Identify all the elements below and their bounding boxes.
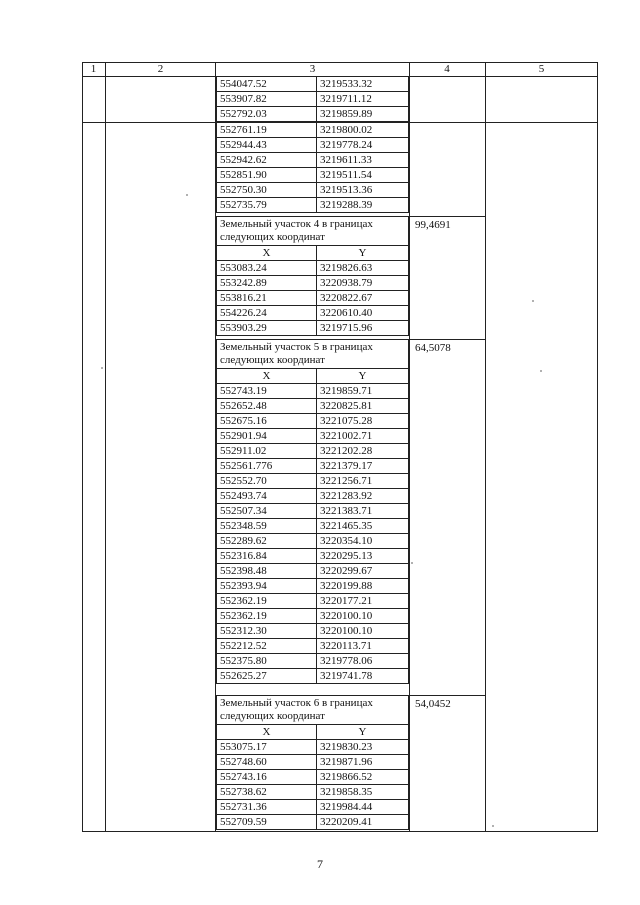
x-cell: 552911.02 bbox=[217, 444, 317, 459]
table-bottom-border bbox=[82, 831, 598, 832]
y-cell: 3220938.79 bbox=[317, 276, 409, 291]
header-col-4: 4 bbox=[444, 63, 450, 75]
x-cell: 552735.79 bbox=[217, 198, 317, 213]
x-cell: 553242.89 bbox=[217, 276, 317, 291]
y-cell: 3221202.28 bbox=[317, 444, 409, 459]
table-row bbox=[217, 399, 409, 414]
y-cell: 3220209.41 bbox=[317, 815, 409, 830]
y-cell: 3220113.71 bbox=[317, 639, 409, 654]
plot-4-table bbox=[216, 216, 409, 336]
scan-speck bbox=[411, 562, 413, 564]
table-row bbox=[217, 384, 409, 399]
header-col-3: 3 bbox=[309, 63, 316, 75]
x-cell: 552944.43 bbox=[217, 138, 317, 153]
y-cell: 3221383.71 bbox=[317, 504, 409, 519]
plot-label: Земельный участок 6 в границах следующих координат bbox=[217, 696, 409, 725]
header-col-5: 5 bbox=[538, 63, 545, 75]
y-cell: 3219533.32 bbox=[317, 77, 409, 92]
x-cell: 552507.34 bbox=[217, 504, 317, 519]
x-cell: 552675.16 bbox=[217, 414, 317, 429]
x-cell: 553907.82 bbox=[217, 92, 317, 107]
table-row bbox=[217, 534, 409, 549]
y-header: Y bbox=[317, 369, 409, 384]
y-cell: 3220822.67 bbox=[317, 291, 409, 306]
y-header: Y bbox=[317, 725, 409, 740]
y-cell: 3220100.10 bbox=[317, 624, 409, 639]
x-cell: 552738.62 bbox=[217, 785, 317, 800]
y-cell: 3221379.17 bbox=[317, 459, 409, 474]
table-row bbox=[217, 276, 409, 291]
table-row bbox=[217, 815, 409, 830]
x-cell: 552748.60 bbox=[217, 755, 317, 770]
x-cell: 552561.776 bbox=[217, 459, 317, 474]
y-cell: 3219513.36 bbox=[317, 183, 409, 198]
table-row bbox=[217, 519, 409, 534]
x-cell: 552731.36 bbox=[217, 800, 317, 815]
col-border bbox=[597, 62, 598, 832]
column-header-row bbox=[217, 725, 409, 740]
table-row bbox=[217, 654, 409, 669]
table-row bbox=[217, 755, 409, 770]
x-cell: 553083.24 bbox=[217, 261, 317, 276]
scan-speck bbox=[101, 367, 103, 369]
table-row bbox=[217, 639, 409, 654]
table-row bbox=[217, 770, 409, 785]
y-cell: 3221256.71 bbox=[317, 474, 409, 489]
y-cell: 3219866.52 bbox=[317, 770, 409, 785]
y-cell: 3219859.89 bbox=[317, 107, 409, 122]
x-cell: 552289.62 bbox=[217, 534, 317, 549]
y-cell: 3219830.23 bbox=[317, 740, 409, 755]
table-row bbox=[217, 107, 409, 122]
plot-6-area: 54,0452 bbox=[415, 698, 451, 710]
table-row bbox=[217, 444, 409, 459]
y-cell: 3220354.10 bbox=[317, 534, 409, 549]
x-header: X bbox=[217, 369, 317, 384]
y-cell: 3221075.28 bbox=[317, 414, 409, 429]
x-cell: 552792.03 bbox=[217, 107, 317, 122]
table-row bbox=[217, 291, 409, 306]
area-divider bbox=[409, 216, 485, 217]
table-row bbox=[217, 261, 409, 276]
table-row bbox=[217, 785, 409, 800]
table-row bbox=[217, 549, 409, 564]
x-cell: 552312.30 bbox=[217, 624, 317, 639]
table-row bbox=[217, 168, 409, 183]
y-cell: 3219711.12 bbox=[317, 92, 409, 107]
table-row bbox=[217, 306, 409, 321]
x-cell: 552625.27 bbox=[217, 669, 317, 684]
y-cell: 3220299.67 bbox=[317, 564, 409, 579]
y-cell: 3219741.78 bbox=[317, 669, 409, 684]
x-cell: 552375.80 bbox=[217, 654, 317, 669]
x-cell: 552362.19 bbox=[217, 594, 317, 609]
table-row bbox=[217, 564, 409, 579]
x-cell: 553903.29 bbox=[217, 321, 317, 336]
plot-label-row bbox=[217, 217, 409, 246]
y-cell: 3219288.39 bbox=[317, 198, 409, 213]
x-cell: 552743.16 bbox=[217, 770, 317, 785]
y-cell: 3219858.35 bbox=[317, 785, 409, 800]
x-cell: 552901.94 bbox=[217, 429, 317, 444]
plot-label-row bbox=[217, 696, 409, 725]
y-cell: 3219800.02 bbox=[317, 123, 409, 138]
col-border bbox=[82, 62, 83, 832]
x-header: X bbox=[217, 246, 317, 261]
x-cell: 552362.19 bbox=[217, 609, 317, 624]
coord-table-top bbox=[216, 76, 409, 122]
plot-label: Земельный участок 4 в границах следующих координат bbox=[217, 217, 409, 246]
table-row bbox=[217, 138, 409, 153]
table-row bbox=[217, 321, 409, 336]
table-row bbox=[217, 579, 409, 594]
col-border bbox=[105, 62, 106, 832]
scan-speck bbox=[532, 300, 534, 302]
y-cell: 3219778.24 bbox=[317, 138, 409, 153]
table-row bbox=[217, 489, 409, 504]
y-cell: 3219611.33 bbox=[317, 153, 409, 168]
scan-speck bbox=[492, 825, 494, 827]
main-table bbox=[82, 62, 598, 832]
table-row bbox=[217, 669, 409, 684]
plot-label-row bbox=[217, 340, 409, 369]
table-row bbox=[217, 414, 409, 429]
table-row bbox=[217, 153, 409, 168]
x-header: X bbox=[217, 725, 317, 740]
table-row bbox=[217, 459, 409, 474]
table-row bbox=[217, 429, 409, 444]
col-border bbox=[485, 62, 486, 832]
y-cell: 3221465.35 bbox=[317, 519, 409, 534]
column-header-row bbox=[217, 246, 409, 261]
x-cell: 552212.52 bbox=[217, 639, 317, 654]
y-cell: 3219778.06 bbox=[317, 654, 409, 669]
x-cell: 552316.84 bbox=[217, 549, 317, 564]
table-row bbox=[217, 77, 409, 92]
y-cell: 3220295.13 bbox=[317, 549, 409, 564]
plot-5-area: 64,5078 bbox=[415, 342, 451, 354]
table-row bbox=[217, 504, 409, 519]
x-cell: 552942.62 bbox=[217, 153, 317, 168]
y-cell: 3219859.71 bbox=[317, 384, 409, 399]
plot-6-table bbox=[216, 695, 409, 830]
y-cell: 3219871.96 bbox=[317, 755, 409, 770]
y-cell: 3220610.40 bbox=[317, 306, 409, 321]
y-cell: 3220100.10 bbox=[317, 609, 409, 624]
x-cell: 553816.21 bbox=[217, 291, 317, 306]
y-cell: 3220825.81 bbox=[317, 399, 409, 414]
y-cell: 3221002.71 bbox=[317, 429, 409, 444]
area-divider bbox=[409, 695, 485, 696]
table-row bbox=[217, 123, 409, 138]
x-cell: 554047.52 bbox=[217, 77, 317, 92]
coord-table-continuation bbox=[216, 122, 409, 213]
table-top-border bbox=[82, 62, 598, 63]
x-cell: 552761.19 bbox=[217, 123, 317, 138]
scan-speck bbox=[540, 370, 542, 372]
page-number: 7 bbox=[317, 857, 323, 871]
table-row bbox=[217, 740, 409, 755]
table-row bbox=[217, 609, 409, 624]
table-row bbox=[217, 800, 409, 815]
y-cell: 3220177.21 bbox=[317, 594, 409, 609]
y-cell: 3219984.44 bbox=[317, 800, 409, 815]
x-cell: 552851.90 bbox=[217, 168, 317, 183]
table-row bbox=[217, 624, 409, 639]
plot-4-area: 99,4691 bbox=[415, 219, 451, 231]
table-row bbox=[217, 594, 409, 609]
area-divider bbox=[409, 339, 485, 340]
x-cell: 552493.74 bbox=[217, 489, 317, 504]
x-cell: 552398.48 bbox=[217, 564, 317, 579]
x-cell: 552552.70 bbox=[217, 474, 317, 489]
table-row bbox=[217, 198, 409, 213]
table-row bbox=[217, 183, 409, 198]
header-col-2: 2 bbox=[157, 63, 164, 75]
plot-5-table bbox=[216, 339, 409, 684]
x-cell: 552743.19 bbox=[217, 384, 317, 399]
y-cell: 3219826.63 bbox=[317, 261, 409, 276]
x-cell: 552393.94 bbox=[217, 579, 317, 594]
y-cell: 3219715.96 bbox=[317, 321, 409, 336]
plot-label: Земельный участок 5 в границах следующих координат bbox=[217, 340, 409, 369]
column-header-row bbox=[217, 369, 409, 384]
x-cell: 552709.59 bbox=[217, 815, 317, 830]
x-cell: 552652.48 bbox=[217, 399, 317, 414]
y-cell: 3221283.92 bbox=[317, 489, 409, 504]
y-cell: 3220199.88 bbox=[317, 579, 409, 594]
x-cell: 554226.24 bbox=[217, 306, 317, 321]
table-row bbox=[217, 474, 409, 489]
y-cell: 3219511.54 bbox=[317, 168, 409, 183]
col-border bbox=[409, 62, 410, 832]
table-row bbox=[217, 92, 409, 107]
header-col-1: 1 bbox=[90, 63, 97, 75]
scan-speck bbox=[186, 194, 188, 196]
x-cell: 552348.59 bbox=[217, 519, 317, 534]
y-header: Y bbox=[317, 246, 409, 261]
x-cell: 552750.30 bbox=[217, 183, 317, 198]
x-cell: 553075.17 bbox=[217, 740, 317, 755]
